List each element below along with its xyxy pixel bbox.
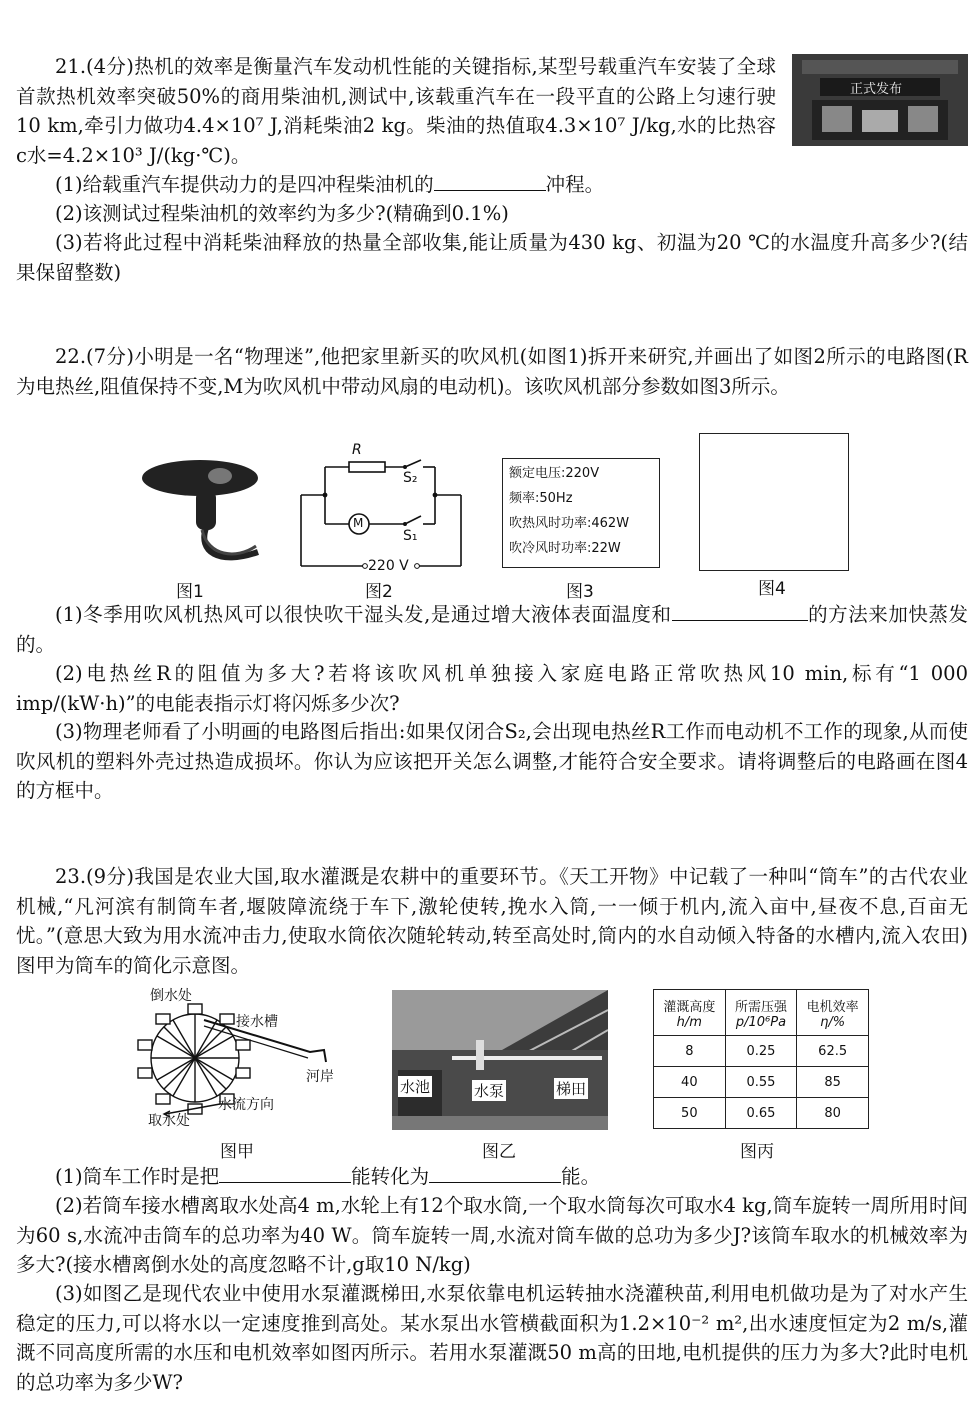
parameter-box	[502, 458, 660, 568]
irrigation-table	[653, 989, 869, 1129]
fig2-caption: 图2	[365, 582, 393, 602]
label-intake-point: 取水处	[148, 1113, 190, 1129]
q21-part1-tail: 冲程。	[545, 173, 605, 196]
circuit-label-M: M	[353, 516, 364, 530]
fig3-caption: 图3	[566, 582, 594, 602]
q21-part2: (2)该测试过程柴油机的效率约为多少?(精确到0.1%)	[55, 202, 509, 225]
q23-intro: 23.(9分)我国是农业大国,取水灌溉是农耕中的重要环节。《天工开物》中记载了一种叫“筒车”的古代农业机械,“凡河滨有制筒车者,堰陂障流绕于车下,激轮使转,挽水入筒,一一倾于机内,流入亩中,昼夜不息,百亩无忧。”(意思大致为用水流冲击力,使取水筒依次随轮转动,转至高处时,筒内的水自动倾入特备的水槽内,流入农田)图甲为筒车的简化示意图。	[16, 865, 968, 977]
answer-blank[interactable]	[219, 1163, 351, 1184]
label-river-bank: 河岸	[306, 1069, 334, 1085]
q22-part1-tail: 的方法来加快蒸发的。	[16, 603, 968, 656]
q23-part1-text: (1)筒车工作时是把	[55, 1165, 220, 1188]
table-row: 40 0.55 85	[654, 1067, 869, 1098]
q22-part3: (3)物理老师看了小明画的电路图后指出:如果仅闭合S₂,会出现电热丝R工作而电动机不工作的现象,从而使吹风机的塑料外壳过热造成损坏。你认为应该把开关怎么调整,才能符合安全要求。请将调整后的电路画在图4的方框中。	[16, 720, 968, 802]
q22-part2: (2)电热丝R的阻值为多大?若将该吹风机单独接入家庭电路正常吹热风10 min,标有“1 000 imp/(kW·h)”的电能表指示灯将闪烁多少次?	[16, 662, 968, 715]
answer-blank[interactable]	[429, 1163, 561, 1184]
label-flow-direction: 水流方向	[218, 1097, 274, 1113]
answer-blank[interactable]	[434, 171, 546, 192]
circuit-label-R: R	[352, 442, 362, 458]
table-row: 50 0.65 80	[654, 1098, 869, 1129]
photo-banner: 正式发布	[850, 82, 903, 97]
hair-dryer-figure	[138, 456, 268, 576]
circuit-label-S1: S₁	[403, 528, 418, 544]
answer-drawing-box[interactable]	[699, 433, 849, 571]
truck-launch-photo	[792, 54, 968, 146]
q23-part1-mid: 能转化为	[351, 1165, 430, 1188]
header-height: 灌溉高度 h/m	[654, 990, 726, 1036]
photo-label-pump: 水泵	[474, 1082, 505, 1100]
circuit-label-voltage: 220 V	[368, 558, 409, 574]
header-pressure: 所需压强 p/10⁶Pa	[725, 990, 797, 1036]
fig1-caption: 图1	[176, 582, 204, 602]
q21-part1-text: (1)给载重汽车提供动力的是四冲程柴油机的	[55, 173, 434, 196]
q22-intro: 22.(7分)小明是一名“物理迷”,他把家里新买的吹风机(如图1)拆开来研究,并画出了如图2所示的电路图(R为电热丝,阻值保持不变,M为吹风机中带动风扇的电动机)。该吹风机部分参数如图3所示。	[16, 345, 968, 398]
q22-part1-text: (1)冬季用吹风机热风可以很快吹干湿头发,是通过增大液体表面温度和	[55, 603, 672, 626]
table-row: 8 0.25 62.5	[654, 1036, 869, 1067]
label-trough: 接水槽	[236, 1014, 278, 1030]
photo-label-pool: 水池	[400, 1078, 431, 1096]
q23-part1-tail: 能。	[561, 1165, 601, 1188]
param-voltage: 额定电压:220V	[509, 466, 600, 481]
fig4-caption: 图4	[758, 579, 786, 599]
label-pour-point: 倒水处	[150, 988, 192, 1004]
q22-part1	[16, 600, 968, 659]
figC-caption: 图丙	[740, 1142, 774, 1162]
q21-photo	[792, 54, 968, 146]
q23-part1	[16, 1162, 968, 1192]
circuit-diagram	[295, 440, 465, 576]
header-efficiency: 电机效率 η/%	[797, 990, 869, 1036]
figB-caption: 图乙	[482, 1142, 516, 1162]
circuit-label-S2: S₂	[403, 470, 418, 486]
q21-part1	[16, 170, 968, 200]
q23-part2: (2)若筒车接水槽离取水处高4 m,水轮上有12个取水筒,一个取水筒每次可取水4 kg,筒车旋转一周所用时间为60 s,水流冲击筒车的总功率为40 W。筒车旋转一周,水流对筒车做的总功为多少J?该筒车取水的机械效率为多大?(接水槽离倒水处的高度忽略不计,g取10 N/kg)	[16, 1194, 968, 1276]
param-frequency: 频率:50Hz	[509, 491, 573, 506]
q21-intro: 21.(4分)热机的效率是衡量汽车发动机性能的关键指标,某型号载重汽车安装了全球首款热机效率突破50%的商用柴油机,测试中,该载重汽车在一段平直的公路上匀速行驶10 km,牵引力做功4.4×10⁷ J,消耗柴油2 kg。柴油的热值取4.3×10⁷ J/kg,水的比热容c水=4.2×10³ J/(kg·℃)。	[16, 55, 776, 167]
q21-part3: (3)若将此过程中消耗柴油释放的热量全部收集,能让质量为430 kg、初温为20 ℃的水温度升高多少?(结果保留整数)	[16, 231, 968, 284]
q23-part3: (3)如图乙是现代农业中使用水泵灌溉梯田,水泵依靠电机运转抽水浇灌秧苗,利用电机做功是为了对水产生稳定的压力,可以将水以一定速度推到高处。某水泵出水管横截面积为1.2×10⁻² m²,出水速度恒定为2 m/s,灌溉不同高度所需的水压和电机效率如图丙所示。若用水泵灌溉50 m高的田地,电机提供的压力为多大?此时电机的总功率为多少W?	[16, 1282, 968, 1394]
figA-caption: 图甲	[220, 1142, 254, 1162]
param-hot-power: 吹热风时功率:462W	[509, 516, 630, 531]
answer-blank[interactable]	[672, 601, 808, 622]
photo-label-terrace: 梯田	[556, 1080, 587, 1098]
param-cold-power: 吹冷风时功率:22W	[509, 541, 621, 556]
pump-terrace-photo	[392, 990, 608, 1130]
